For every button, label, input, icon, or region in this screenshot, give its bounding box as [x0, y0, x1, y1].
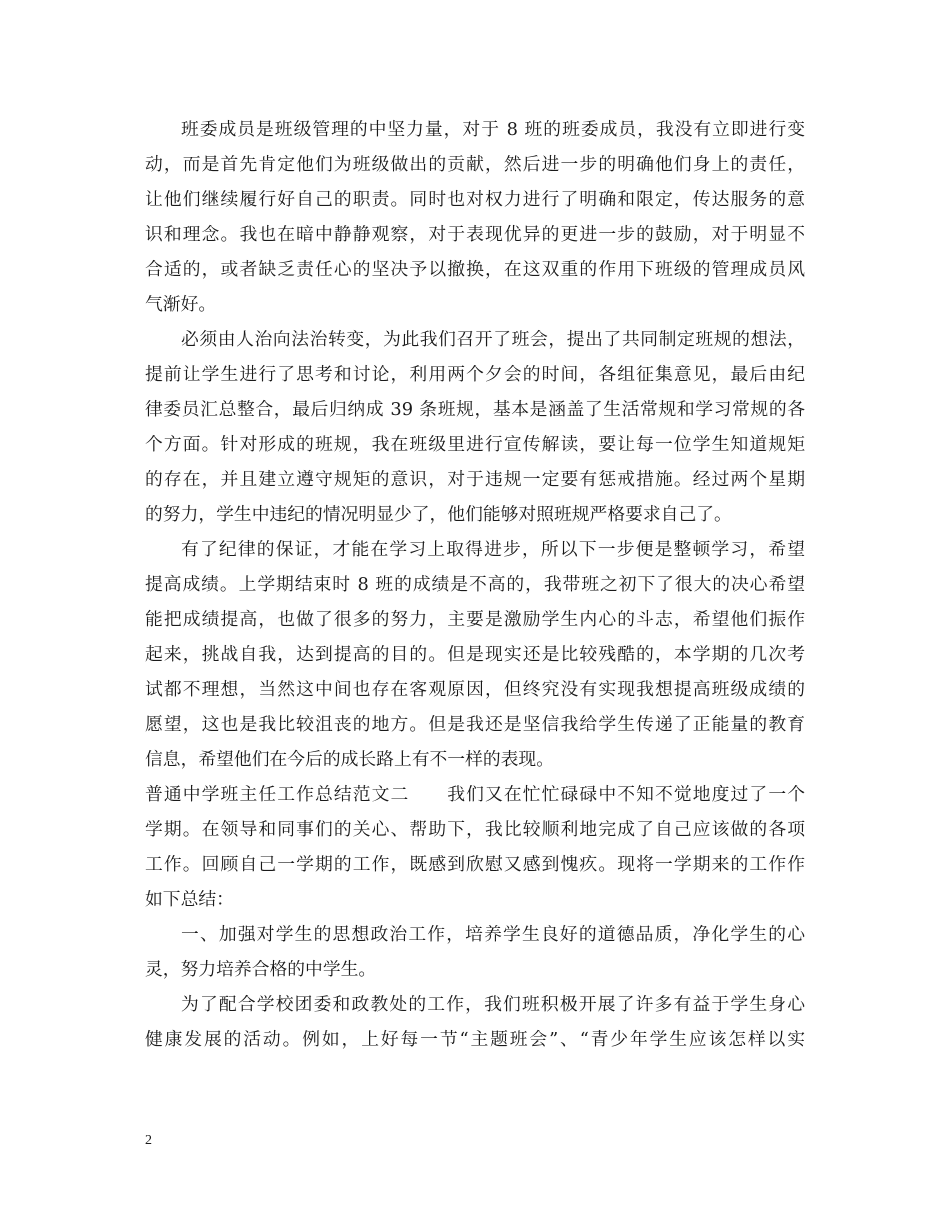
paragraph-1-line-6: 气渐好。 — [145, 294, 217, 315]
paragraph-2-line-4: 个方面。针对形成的班规，我在班级里进行宣传解读，要让每一位学生知道规矩 — [145, 434, 805, 455]
paragraph-1-line-1: 班委成员是班级管理的中坚力量，对于 8 班的班委成员，我没有立即进行变 — [181, 119, 805, 140]
paragraph-1-line-2: 动，而是首先肯定他们为班级做出的贡献，然后进一步的明确他们身上的责任， — [145, 154, 805, 175]
paragraph-5-line-2: 灵，努力培养合格的中学生。 — [145, 959, 377, 980]
paragraph-5-line-1: 一、加强对学生的思想政治工作，培养学生良好的道德品质，净化学生的心 — [181, 924, 805, 945]
paragraph-3-line-4: 起来，挑战自我，达到提高的目的。但是现实还是比较残酷的，本学期的几次考 — [145, 644, 805, 665]
page-number: 2 — [145, 1133, 152, 1148]
paragraph-3-line-3: 能把成绩提高，也做了很多的努力，主要是激励学生内心的斗志，希望他们振作 — [145, 609, 805, 630]
paragraph-4-line-1: 普通中学班主任工作总结范文二 我们又在忙忙碌碌中不知不觉地度过了一个 — [145, 784, 805, 805]
paragraph-6-line-1: 为了配合学校团委和政教处的工作，我们班积极开展了许多有益于学生身心 — [181, 994, 805, 1015]
paragraph-1-line-3: 让他们继续履行好自己的职责。同时也对权力进行了明确和限定，传达服务的意 — [145, 189, 805, 210]
paragraph-2-line-5: 的存在，并且建立遵守规矩的意识，对于违规一定要有惩戒措施。经过两个星期 — [145, 469, 805, 490]
paragraph-3-line-2: 提高成绩。上学期结束时 8 班的成绩是不高的，我带班之初下了很大的决心希望 — [145, 574, 805, 595]
paragraph-3-line-6: 愿望，这也是我比较沮丧的地方。但是我还是坚信我给学生传递了正能量的教育 — [145, 714, 805, 735]
paragraph-3-line-1: 有了纪律的保证，才能在学习上取得进步，所以下一步便是整顿学习，希望 — [181, 539, 805, 560]
paragraph-4-line-4: 如下总结： — [145, 889, 234, 910]
paragraph-3-line-7: 信息，希望他们在今后的成长路上有不一样的表现。 — [145, 749, 554, 770]
paragraph-2-line-1: 必须由人治向法治转变，为此我们召开了班会，提出了共同制定班规的想法， — [181, 329, 805, 350]
paragraph-3-line-5: 试都不理想，当然这中间也存在客观原因，但终究没有实现我想提高班级成绩的 — [145, 679, 805, 700]
paragraph-2-line-6: 的努力，学生中违纪的情况明显少了，他们能够对照班规严格要求自己了。 — [145, 504, 732, 525]
paragraph-2-line-2: 提前让学生进行了思考和讨论，利用两个夕会的时间，各组征集意见，最后由纪 — [145, 364, 805, 385]
paragraph-2-line-3: 律委员汇总整合，最后归纳成 39 条班规，基本是涵盖了生活常规和学习常规的各 — [145, 399, 805, 420]
paragraph-6-line-2: 健康发展的活动。例如，上好每一节“主题班会”、“青少年学生应该怎样以实 — [145, 1029, 805, 1050]
paragraph-4-line-3: 工作。回顾自己一学期的工作，既感到欣慰又感到愧疚。现将一学期来的工作作 — [145, 854, 805, 875]
paragraph-4-line-2: 学期。在领导和同事们的关心、帮助下，我比较顺利地完成了自己应该做的各项 — [145, 819, 805, 840]
paragraph-1-line-4: 识和理念。我也在暗中静静观察，对于表现优异的更进一步的鼓励，对于明显不 — [145, 224, 805, 245]
paragraph-1-line-5: 合适的，或者缺乏责任心的坚决予以撤换，在这双重的作用下班级的管理成员风 — [145, 259, 805, 280]
